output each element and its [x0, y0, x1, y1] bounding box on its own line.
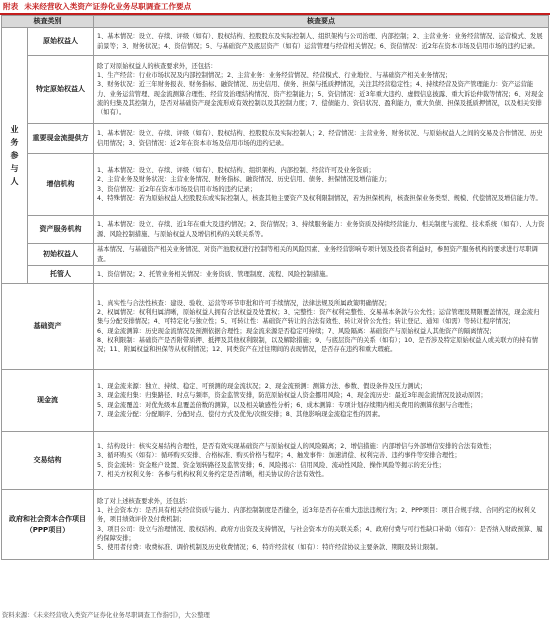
participant-name: 托管人: [28, 266, 94, 284]
participant-rows: [2, 28, 549, 284]
section-points: [94, 284, 549, 370]
header-category: 核查类别: [2, 16, 94, 28]
point-text: 除了对上述核查要求外，还包括：: [97, 497, 192, 505]
point-text: 1、基本情况：设立、存续、近1年在重大及违约情况；2、资信情况；3、持续服务能力：业务资质及持续经营能力、相关制度与流程、技术系统（如有）、人力资源、风险控制措施、与原始权益人及增信机构的关联关系等。: [97, 221, 545, 238]
section-name: 基础资产: [2, 284, 94, 370]
section-points: [94, 490, 549, 560]
point-text: 5、资金流转：资金账户设置、资金划转路径及监管安排；6、风险揭示：信用风险、流动性风险、操作风险等揭示的充分性；: [97, 461, 446, 469]
participant-row: [2, 56, 549, 124]
participant-row: [2, 154, 549, 216]
point-text: 除了对原始权益人的核查要求外，还包括：: [97, 62, 217, 70]
point-text: 3、资信情况：近2年在资本市场及信用市场的违约记录；: [97, 185, 257, 193]
point-text: 8、权利限制：基础资产是否附带质押、抵押及其他权利限制，以及解除措施；9、与底层资产的关系（如有）；10、是否涉及特定原始权益人或关联方的持有情况；11、附属权益和担保等从权利情况；12、同类资产在过往期间的表现情况，是否存在违约和重大瑕疵。: [97, 336, 539, 353]
point-text: 2、权属情况：权利归属清晰，原始权益人拥有合法权益及处置权；3、完整性：资产权利完整性、交易基本条款与公允性；运营管理及期限覆盖情况，现金流归集与分配安排情况；4、可特定化与独立性；5、可转让性：基础资产转让的合法有效性、转让对价公允性；转让登记、通知（如需）等转让程序情况；: [97, 309, 540, 326]
section-name: 现金流: [2, 370, 94, 432]
section-points: [94, 370, 549, 432]
point-text: 1、基本情况：设立、存续、评级（如有）、股权结构、控股股东及实际控制人、组织架构与公司治理、内部控制；2、主营业务：业务经营情况、运营模式、发展前景等；3、财务状况；4、资信情况；5、与基础资产及底层资产（如有）运营管理与经营相关情况；6、资信情况：近2年在资本市场及信用市场的违约记录。: [97, 33, 543, 50]
participant-row: [2, 124, 549, 154]
point-text: 7、相关方权利义务：各参与机构权利义务约定是否清晰，相关协议的合法有效性。: [97, 470, 328, 478]
participant-row: [2, 266, 549, 284]
point-text: 1、结构设计：核实交易结构合理性，是否有效实现基础资产与原始权益人的风险隔离；2、增信措施：内部增信与外部增信安排的合法有效性；: [97, 443, 496, 451]
section-row: [2, 490, 549, 560]
participant-points: [94, 56, 549, 124]
participant-points: [94, 28, 549, 56]
participant-name: 增信机构: [28, 154, 94, 216]
participant-name: 初始权益人: [28, 244, 94, 266]
table-title-bar: [0, 0, 550, 15]
section-row: [2, 370, 549, 432]
participant-name: 重要现金流提供方: [28, 124, 94, 154]
point-text: 4、特殊情况：若为原始权益人控股股东或实际控制人，核查其他主要资产及权利限制情况，若为担保机构，核查担保业务类型、规模、代偿情况及增信能力等。: [97, 194, 542, 202]
participant-row: [2, 216, 549, 244]
section-name: 政府和社会资本合作项目（PPP项目）: [2, 490, 94, 560]
point-text: 5、使用者付费：收费标准、调价机制及历史收费情况；6、特许经营权（如有）：特许经营协议主要条款、期限及转让限制。: [97, 543, 442, 551]
point-text: 1、现金流来源：独立、持续、稳定、可预测的现金流状况；2、现金流预测：测算方法、参数、假设条件及压力测试；: [97, 383, 427, 391]
table-tag: 附表: [3, 2, 19, 11]
point-text: 基本情况、与基础资产相关业务情况、对资产池股权进行控制等相关的风险因素、业务经营影响专项计划及投资者利益时，参照资产服务机构的要求进行尽职调查。: [97, 246, 538, 263]
participant-row: [2, 244, 549, 266]
participant-points: [94, 216, 549, 244]
group-label-cell: [2, 28, 28, 284]
point-text: 1、资信情况；2、托管业务相关情况：业务资质、管理制度、流程、风险控制措施。: [97, 270, 332, 278]
point-text: 1、基本情况：设立、存续、评级（如有）、股权结构、控股股东及实际控制人；2、经营情况：主营业务、财务状况、与原始权益人之间的交易及合作情况、历史信用情况；3、资信情况：近2年在资本市场及信用市场的违约记录。: [97, 130, 543, 147]
point-text: 5、现金流覆盖：对优先级本息覆盖倍数的测算，以及相关敏感性分析；6、成本测算：专项计划存续期内相关费用的测算依据与合理性；: [97, 401, 477, 409]
point-text: 3、财务状况：近三年财务报表、财务指标、融资情况、历史信用、债务、担保与抵质押情况，关注其经营稳定性；4、持续经营及资产管理能力：资产运营能力、业务运营管理、现金流测算合理性、经营及治理结构情况、资产控制能力；5、资信情况：近3年重大违约、虚假信息披露、重大诉讼仲裁等情况；6、对现金流的归集及其控制力，是否对基础资产现金流形成有效控制以及其控制力度；7、偿债能力、资信状况、盈利能力，重大负债、担保及抵质押情况，以及相关安排（如有）。: [97, 81, 544, 116]
participant-name: 特定原始权益人: [28, 56, 94, 124]
section-row: [2, 284, 549, 370]
participant-points: [94, 266, 549, 284]
point-text: 1、生产经营：行业市场状况及内部控制情况；2、主营业务：业务经营情况、经营模式、行业地位、与基础资产相关业务情况；: [97, 72, 452, 80]
point-text: 1、社会资本方：是否具有相关经营资质与能力、内部控制制度是否健全，近3年是否存在重大违法违规行为；2、PPP项目：项目合规手续、合同约定的权利义务，项目绩效评价及付费机制；: [97, 507, 537, 524]
section-points: [94, 432, 549, 490]
point-text: 7、现金流分配：分配顺序、分配时点、偿付方式及优先/次级安排；8、其他影响现金流稳定性的因素。: [97, 410, 385, 418]
point-text: 3、现金流归集：归集路径、时点与频率，资金监管安排，防范原始权益人资金挪用风险；4、现金流历史：最近3年现金流情况及波动原因；: [97, 392, 487, 400]
point-text: 6、现金流测算：历史现金流情况及预测依据合理性；现金流来源是否稳定可持续；7、风险隔离：基础资产与原始权益人其他资产的隔离情况；: [97, 327, 496, 335]
point-text: 2、主营业务及财务状况：主营业务情况、财务指标、融资情况、历史信用、债务、担保情况及增信能力；: [97, 176, 391, 184]
section-name: 交易结构: [2, 432, 94, 490]
section-row: [2, 432, 549, 490]
due-diligence-table: [1, 15, 549, 560]
participant-row: [2, 28, 549, 56]
participant-name: 资产服务机构: [28, 216, 94, 244]
table-title: 未来经营收入类资产证券化业务尽职调查工作要点: [24, 2, 192, 11]
source-note: 资料来源：《未来经营收入类资产证券化业务尽职调查工作指引》，大公整理: [2, 612, 210, 619]
header-row: [2, 16, 549, 28]
header-points: 核查要点: [94, 16, 549, 28]
participant-name: 原始权益人: [28, 28, 94, 56]
point-text: 3、循环购买（如有）：循环购买安排、合格标准、购买价格与程序；4、触发事件：加速清偿、权利完善、违约事件等安排合理性；: [97, 452, 461, 460]
section-rows: [2, 284, 549, 560]
point-text: 1、基本情况：设立、存续、评级（如有）、股权结构、组织架构、内部控制、经营许可及业务资质；: [97, 167, 375, 175]
participant-points: [94, 154, 549, 216]
point-text: 3、项目公司：设立与治理情况、股权结构、政府方出资及支持情况，与社会资本方的关联关系；4、政府付费与可行性缺口补助（如有）：是否纳入财政预算、履约保障安排；: [97, 525, 543, 542]
participant-points: [94, 244, 549, 266]
participant-points: [94, 124, 549, 154]
point-text: 1、真实性与合法性核查：建设、验收、运营等环节审批和许可手续情况，法律法规及所属政策明确情况；: [97, 299, 391, 307]
group-label: 业务参与人: [10, 125, 19, 186]
